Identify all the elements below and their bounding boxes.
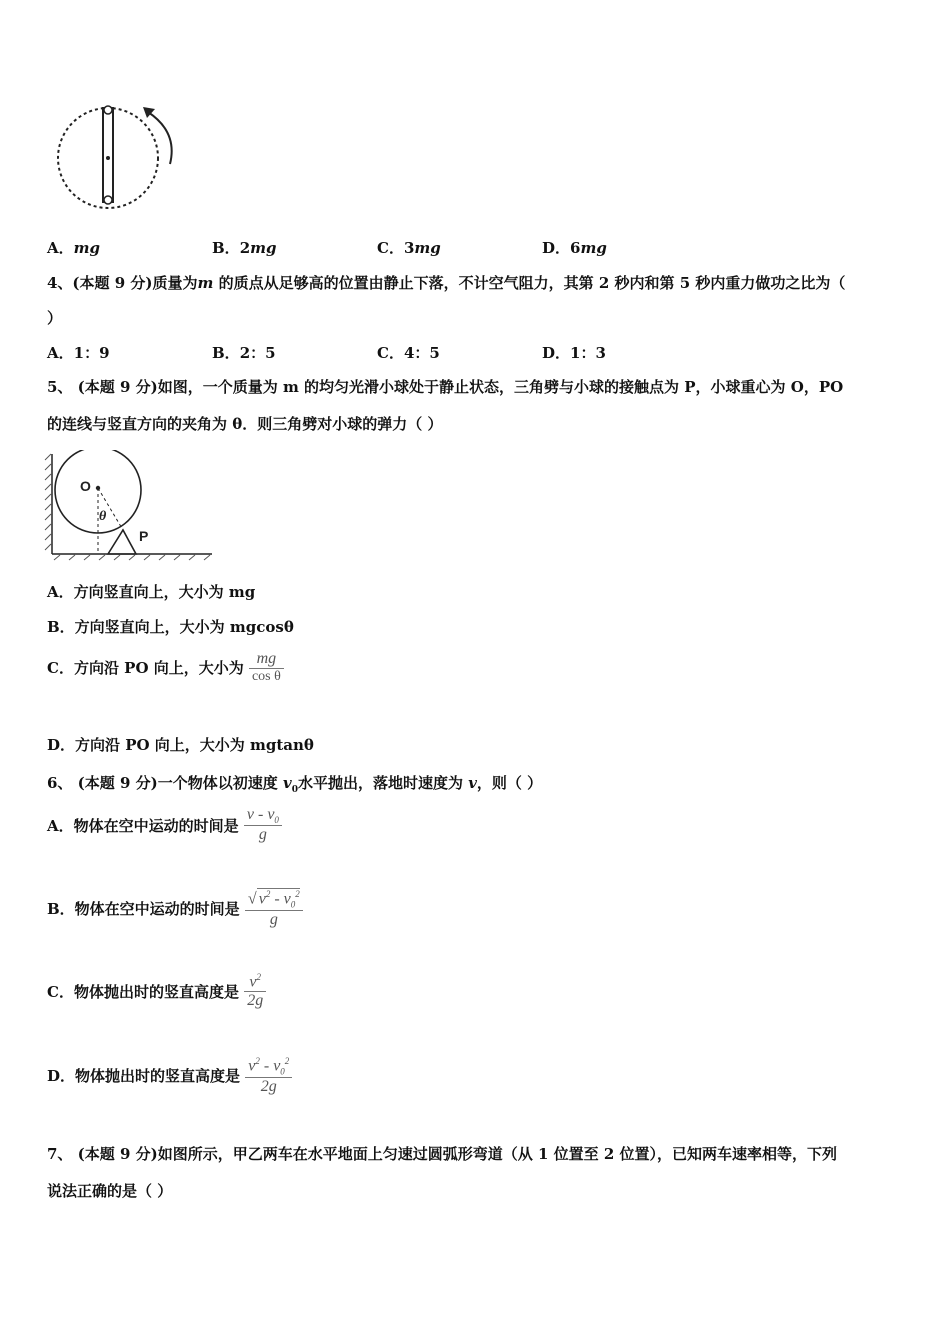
q7-stem-line2: 说法正确的是（ ） (47, 1182, 173, 1200)
label-p: P (139, 528, 149, 544)
q6-option-c: C．物体抛出时的竖直高度是 $\frac{v^2}{2g}$ (47, 972, 266, 1010)
ball-wedge-figure (44, 450, 216, 562)
q4-option-a: A．1：9 (47, 344, 110, 362)
q4-stem: 4、(本题 9 分)质量为m 的质点从足够高的位置由静止下落，不计空气阻力，其第 2 秒内和第 5 秒内重力做功之比为（ (47, 274, 846, 292)
q5-stem-line1: 5、 (本题 9 分)如图，一个质量为 m 的均匀光滑小球处于静止状态，三角劈与小球的接触点为 P，小球重心为 O，PO (47, 378, 844, 396)
q4-option-b: B．2：5 (212, 344, 276, 362)
q6-option-d: D．物体抛出时的竖直高度是 $\frac{v^2 - v_0^2}{2g}$ (47, 1056, 292, 1096)
q6-option-b-fraction: $\frac{√ v^2 - v_0^2}{g}$ (245, 888, 303, 929)
q5-option-b: B．方向竖直向上，大小为 mgcosθ (47, 618, 294, 636)
label-theta: θ (99, 509, 107, 524)
q6-stem: 6、 (本题 9 分)一个物体以初速度 $v_0$水平抛出，落地时速度为 v，则（ ） (47, 774, 543, 795)
q5-option-d: D．方向沿 PO 向上，大小为 mgtanθ (47, 736, 314, 754)
q6-option-a: A．物体在空中运动的时间是 $\frac{v - v_0}{g}$ (47, 806, 282, 844)
q4-stem-close: ） (47, 309, 63, 327)
label-o: O (80, 478, 91, 494)
q6-option-b: B．物体在空中运动的时间是 $\frac{√ v^2 - v_0^2}{g}$ (47, 888, 303, 929)
q5-option-a: A．方向竖直向上，大小为 mg (47, 583, 256, 601)
q6-option-c-fraction: $\frac{v^2}{2g}$ (244, 972, 266, 1010)
q6-option-d-fraction: $\frac{v^2 - v_0^2}{2g}$ (245, 1056, 292, 1096)
q6-option-a-fraction: $\frac{v - v_0}{g}$ (244, 806, 282, 844)
q3-option-d: D．6mg (542, 239, 607, 257)
q3-option-c: C．3mg (377, 239, 441, 257)
rotating-rod-figure (50, 100, 185, 215)
q5-option-c-fraction: $\frac{mg}{\text{cos θ}}$ (249, 650, 284, 685)
q7-stem-line1: 7、 (本题 9 分)如图所示，甲乙两车在水平地面上匀速过圆弧形弯道（从 1 位置至 2 位置），已知两车速率相等，下列 (47, 1145, 838, 1163)
q3-option-a: A．mg (47, 239, 101, 257)
q3-option-b: B．2mg (212, 239, 277, 257)
q4-option-d: D．1：3 (542, 344, 606, 362)
q5-option-c: C．方向沿 PO 向上，大小为 $\frac{mg}{\text{cos θ}}$ (47, 650, 284, 685)
q5-stem-line2: 的连线与竖直方向的夹角为 θ．则三角劈对小球的弹力（ ） (47, 415, 443, 433)
q4-option-c: C．4：5 (377, 344, 440, 362)
